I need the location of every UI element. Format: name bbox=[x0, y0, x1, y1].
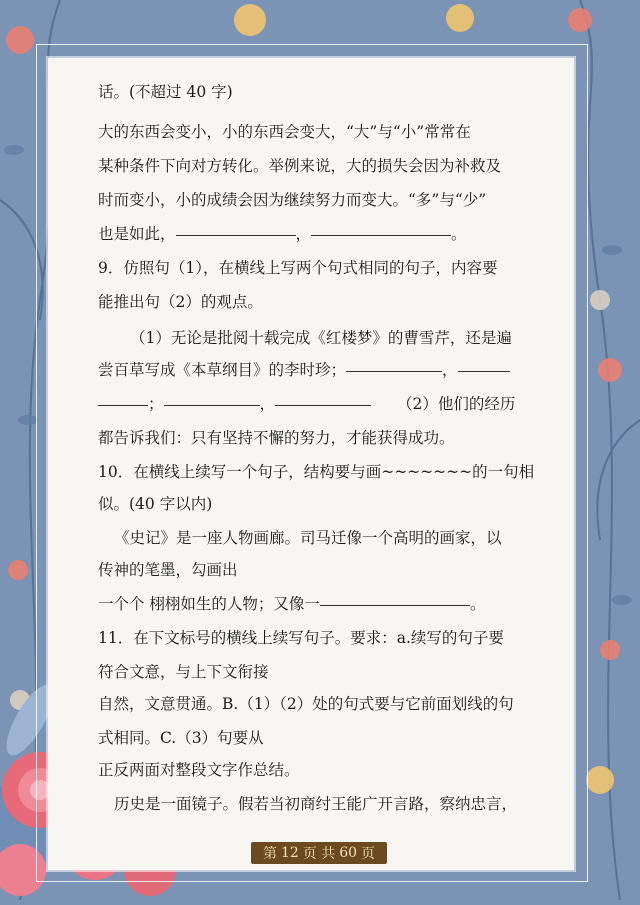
text-line: 式相同。C.（3）句要从 bbox=[98, 729, 264, 747]
fill-blank[interactable] bbox=[164, 404, 260, 406]
text-line: 传神的笔墨，勾画出 bbox=[98, 561, 238, 579]
text-line: 似。(40 字以内) bbox=[98, 495, 213, 513]
question-10: 10．在横线上续写一个句子，结构要与画~~~~~~~的一句相 bbox=[98, 463, 535, 481]
text-segment: 也是如此， bbox=[98, 225, 176, 243]
fill-blank[interactable] bbox=[98, 404, 148, 406]
page-total: 60 bbox=[339, 845, 358, 861]
punct: ， bbox=[442, 361, 458, 379]
text-line: 自然，文意贯通。B.（1）（2）处的句式要与它前面划线的句 bbox=[98, 695, 514, 713]
page-indicator bbox=[251, 842, 387, 864]
page-current: 12 bbox=[280, 845, 299, 861]
text-line: 正反两面对整段文字作总结。 bbox=[98, 761, 300, 779]
fill-blank[interactable] bbox=[311, 234, 451, 236]
text-line-with-blanks bbox=[98, 592, 485, 614]
page-label-prefix: 第 bbox=[262, 846, 277, 862]
text-segment: 一个个 栩栩如生的人物；又像一 bbox=[98, 595, 320, 613]
text-line: 能推出句（2）的观点。 bbox=[98, 293, 263, 311]
fill-blank[interactable] bbox=[275, 404, 371, 406]
text-line: 《史记》是一座人物画廊。司马迁像一个高明的画家，以 bbox=[114, 529, 502, 547]
punct: ， bbox=[259, 395, 276, 413]
question-11: 11．在下文标号的横线上续写句子。要求：a.续写的句子要 bbox=[98, 629, 504, 647]
fill-blank[interactable] bbox=[458, 370, 510, 372]
text-segment: 尝百草写成《本草纲目》的李时珍； bbox=[98, 361, 347, 379]
fill-blank[interactable] bbox=[346, 370, 442, 372]
page-label-mid: 页 共 bbox=[302, 846, 336, 862]
punct: ； bbox=[148, 395, 164, 413]
text-line: 历史是一面镜子。假若当初商纣王能广开言路，察纳忠言， bbox=[114, 795, 518, 813]
text-line: 符合文意，与上下文衔接 bbox=[98, 663, 269, 681]
punct: 。 bbox=[469, 595, 486, 613]
text-line: 话。(不超过 40 字) bbox=[98, 83, 233, 101]
fill-blank[interactable] bbox=[176, 234, 296, 236]
punct: ， bbox=[295, 225, 312, 243]
text-line: 都告诉我们：只有坚持不懈的努力，才能获得成功。 bbox=[98, 429, 455, 447]
fill-blank[interactable] bbox=[320, 604, 470, 606]
text-line-with-blanks bbox=[98, 222, 467, 244]
text-segment: （2）他们的经历 bbox=[397, 395, 516, 413]
page-label-suffix: 页 bbox=[361, 846, 376, 862]
question-9: 9．仿照句（1），在横线上写两个句式相同的句子，内容要 bbox=[98, 259, 498, 277]
text-line-with-blanks bbox=[98, 392, 515, 414]
text-line: 某种条件下向对方转化。举例来说，大的损失会因为补救及 bbox=[98, 157, 502, 175]
text-line: （1）无论是批阅十载完成《红楼梦》的曹雪芹，还是遍 bbox=[130, 329, 512, 347]
text-line: 时而变小，小的成绩会因为继续努力而变大。“多”与“少” bbox=[98, 191, 487, 209]
text-line-with-blanks bbox=[98, 358, 510, 380]
text-line: 大的东西会变小，小的东西会变大，“大”与“小”常常在 bbox=[98, 123, 471, 141]
punct: 。 bbox=[451, 225, 467, 243]
